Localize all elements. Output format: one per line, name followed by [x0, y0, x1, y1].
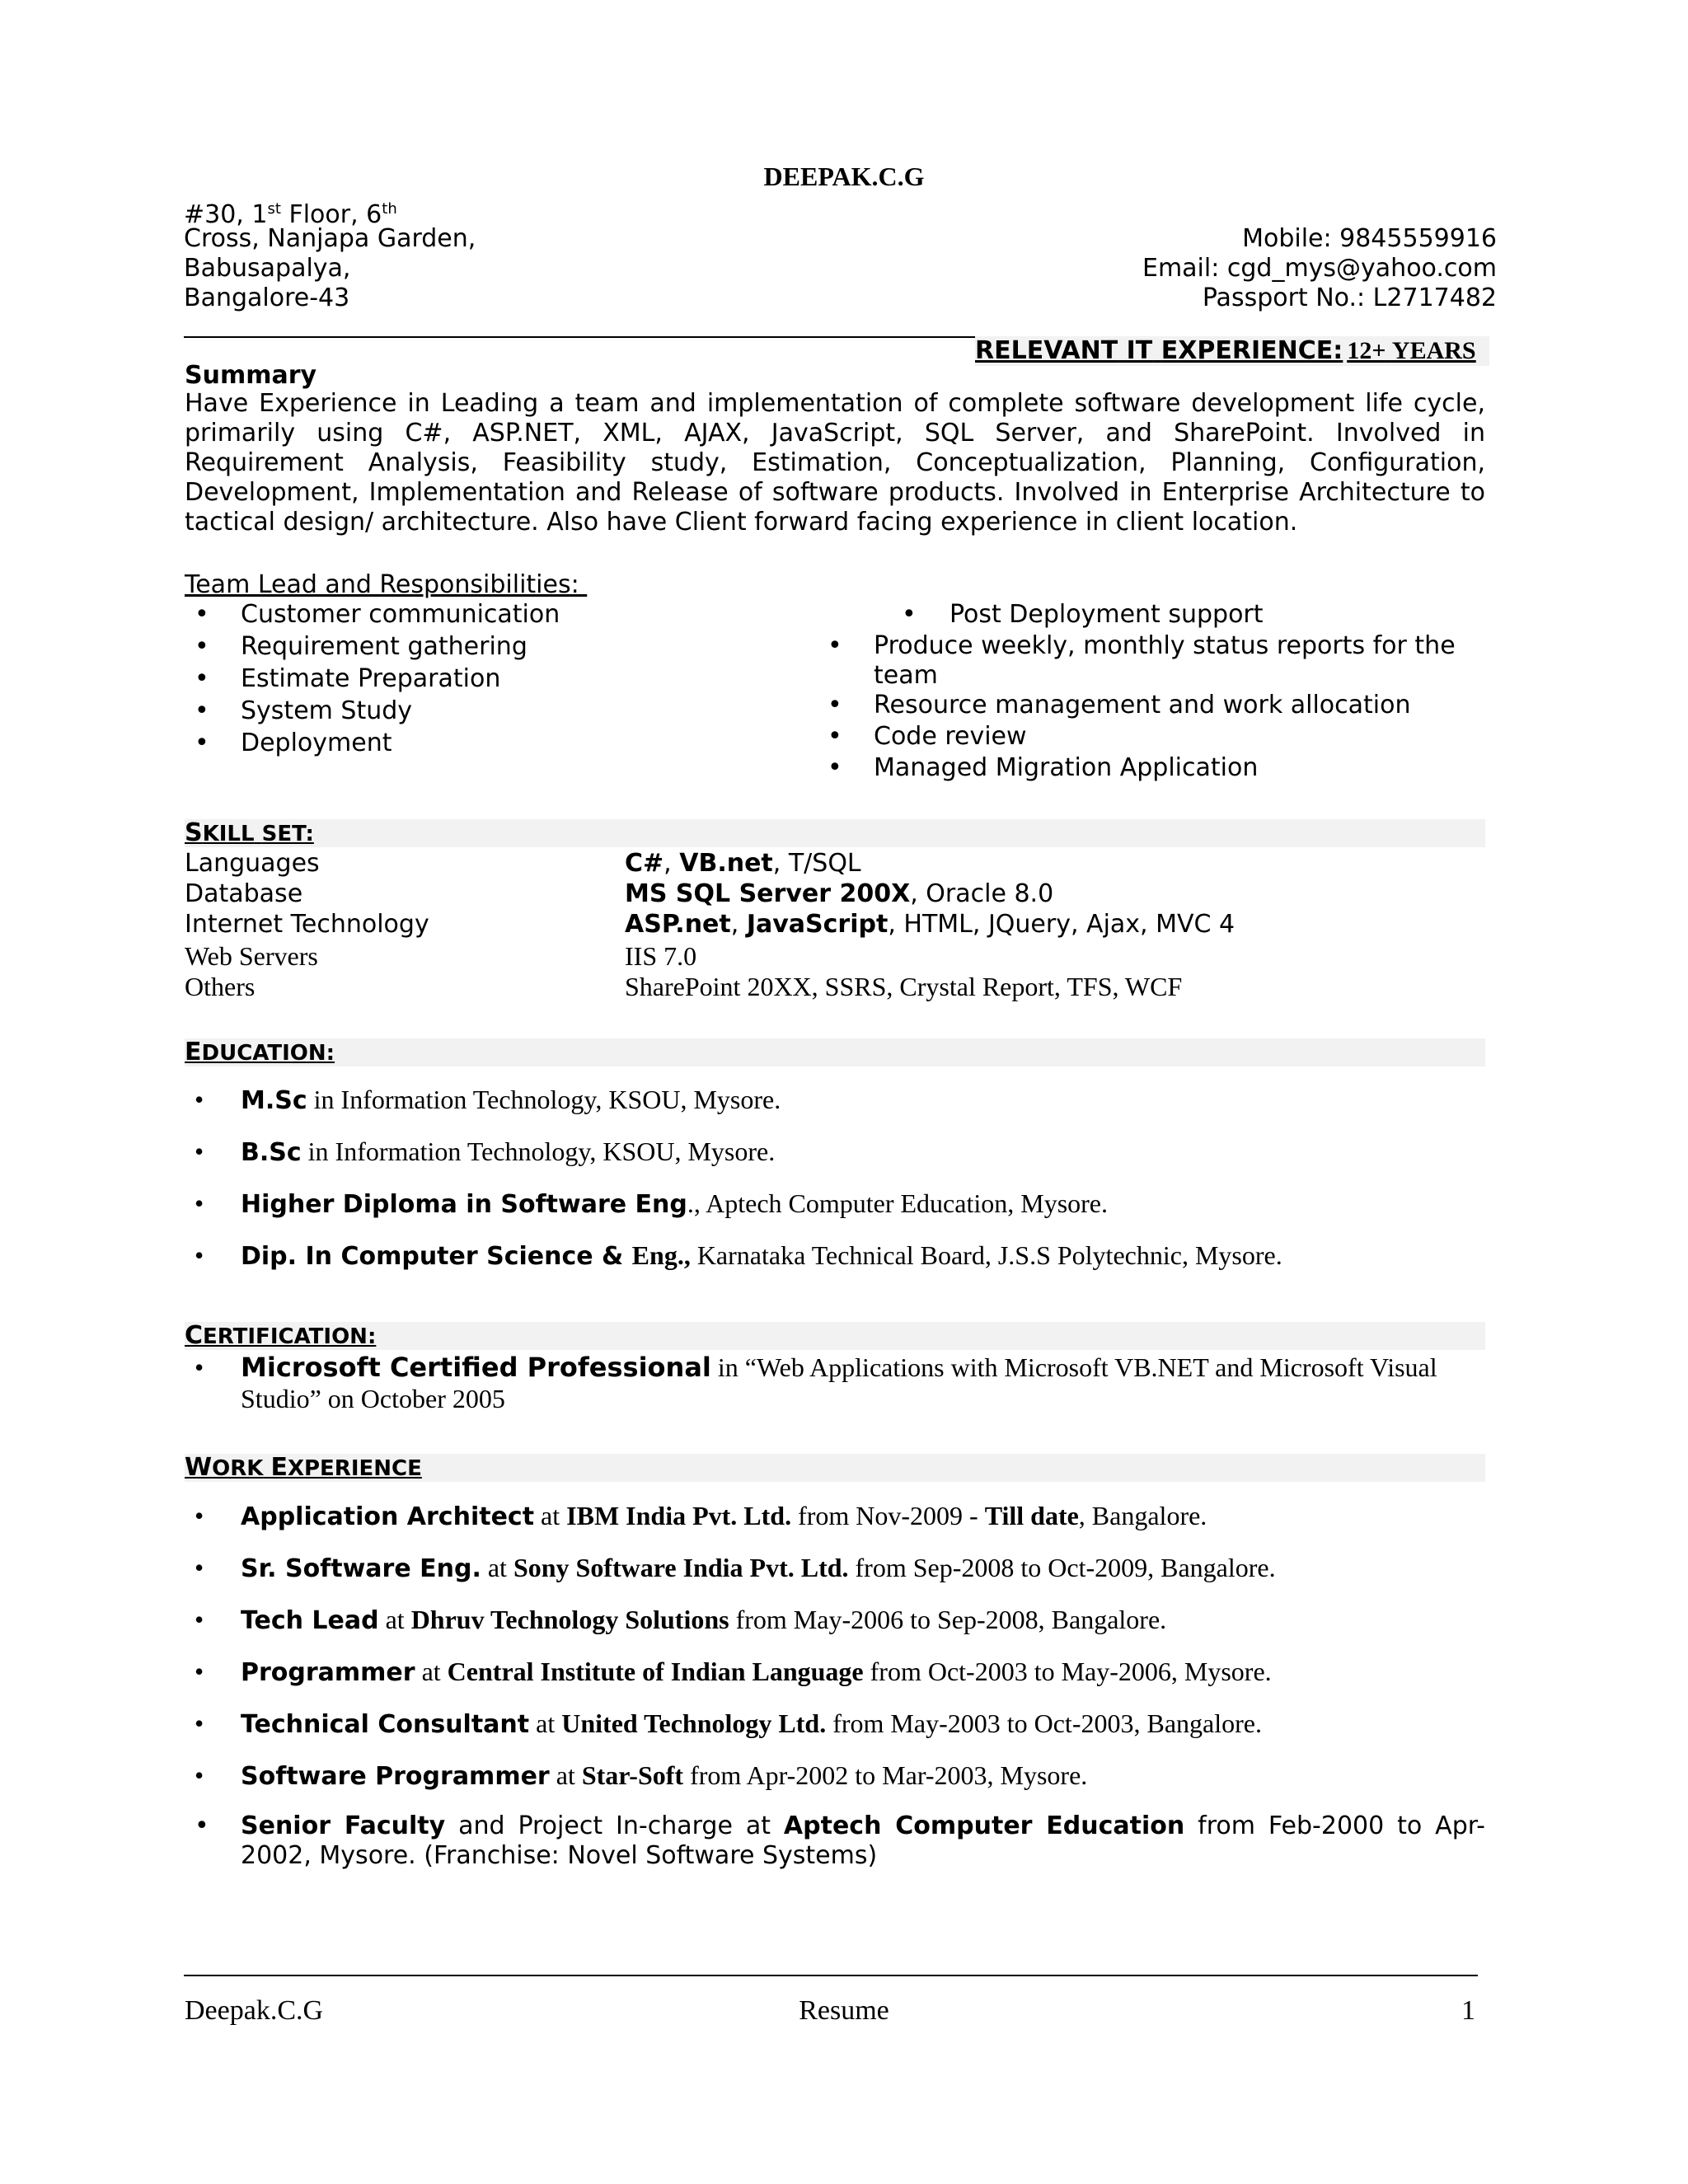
list-item: • System Study: [185, 696, 811, 729]
list-item: • Sr. Software Eng. at Sony Software India Pvt. Ltd. from Sep-2008 to Oct-2009, Bangalore.: [185, 1552, 1485, 1604]
list-item: • Software Programmer at Star-Soft from Apr-2002 to Mar-2003, Mysore.: [185, 1760, 1485, 1811]
skill-value: IIS 7.0: [625, 941, 697, 971]
address-block: [184, 194, 678, 313]
team-lead-heading: Team Lead and Responsibilities:: [185, 570, 588, 599]
list-item: • Code review: [818, 722, 1493, 753]
table-row: [185, 940, 1485, 971]
summary-heading: Summary: [185, 361, 317, 390]
list-item: • Higher Diploma in Software Eng., Aptech Computer Education, Mysore.: [185, 1188, 1485, 1240]
table-row: [185, 849, 1485, 879]
skill-key: Database: [185, 879, 303, 908]
list-item: • Produce weekly, monthly status reports for the team: [818, 631, 1493, 691]
candidate-name: DEEPAK.C.G: [763, 162, 925, 191]
table-row: [185, 879, 1485, 910]
passport-number: Passport No.: L2717482: [1202, 284, 1497, 312]
skill-value: MS SQL Server 200X, Oracle 8.0: [625, 879, 1054, 908]
skill-key: Web Servers: [185, 941, 318, 971]
list-item: • B.Sc in Information Technology, KSOU, Mysore.: [185, 1136, 1485, 1188]
relevant-experience-banner: [975, 336, 1489, 366]
list-item: • Requirement gathering: [185, 632, 811, 664]
address-line-3: Babusapalya,: [184, 254, 351, 283]
footer-name: Deepak.C.G: [185, 1995, 324, 2026]
relevant-experience-years: 12+ YEARS: [1347, 337, 1476, 364]
list-item: • Customer communication: [185, 600, 811, 632]
skill-value: SharePoint 20XX, SSRS, Crystal Report, TFS, WCF: [625, 972, 1183, 1001]
education-title: EDUCATION:: [185, 1038, 335, 1066]
skill-set-section-header: [185, 819, 1485, 847]
work-experience-section-header: [185, 1454, 1485, 1482]
list-item: • Deployment: [185, 729, 811, 761]
team-lead-list-right: [818, 600, 1493, 785]
skill-value: ASP.net, JavaScript, HTML, JQuery, Ajax, MVC 4: [625, 910, 1236, 939]
table-row: [185, 971, 1485, 1004]
skill-key: Languages: [185, 849, 320, 878]
skill-value: C#, VB.net, T/SQL: [625, 849, 861, 878]
page-number: 1: [1461, 1995, 1475, 2026]
list-item: • Senior Faculty and Project In-charge at Aptech Computer Education from Feb-2000 to Apr-2002, Mysore. (Franchise: Novel Software Systems): [185, 1811, 1485, 1871]
address-line-4: Bangalore-43: [184, 284, 350, 312]
work-experience-list: [185, 1500, 1485, 1871]
skill-key: Internet Technology: [185, 910, 429, 939]
footer-title: Resume: [799, 1995, 889, 2026]
education-section-header: [185, 1038, 1485, 1066]
skill-table: [185, 849, 1485, 1004]
list-item: • Post Deployment support: [818, 600, 1493, 631]
footer-divider: [184, 1975, 1478, 1976]
certification-list: [185, 1352, 1485, 1414]
team-lead-list-left: [185, 600, 811, 761]
summary-paragraph: Have Experience in Leading a team and implementation of complete software development life cycle, primarily using C#, ASP.NET, XML, AJAX, JavaScript, SQL Server, and SharePoint. Involved in Requirement Analysis, Feasibility study, Estimation, Conceptualization, Planning, Configuration, Development, Implementation and Release of software products. Involved in Enterprise Architecture to tactical design/ architecture. Also have Client forward facing experience in client location.: [185, 389, 1485, 537]
summary-text: [185, 389, 1485, 537]
list-item: • Tech Lead at Dhruv Technology Solutions from May-2006 to Sep-2008, Bangalore.: [185, 1604, 1485, 1656]
list-item: • Application Architect at IBM India Pvt. Ltd. from Nov-2009 - Till date, Bangalore.: [185, 1500, 1485, 1552]
address-line-2: Cross, Nanjapa Garden,: [184, 224, 476, 253]
work-experience-title: WORK EXPERIENCE: [185, 1453, 422, 1482]
education-list: [185, 1084, 1485, 1291]
table-row: [185, 910, 1485, 940]
contact-block: [1142, 224, 1497, 313]
mobile-number: Mobile: 9845559916: [1242, 224, 1497, 253]
list-item: • Technical Consultant at United Technology Ltd. from May-2003 to Oct-2003, Bangalore.: [185, 1708, 1485, 1760]
list-item: • Dip. In Computer Science & Eng., Karnataka Technical Board, J.S.S Polytechnic, Mysore.: [185, 1240, 1485, 1291]
email-address: Email: cgd_mys@yahoo.com: [1142, 254, 1497, 283]
relevant-experience-label: RELEVANT IT EXPERIENCE:: [975, 336, 1343, 365]
certification-section-header: [185, 1322, 1485, 1350]
skill-set-title: SKILL SET:: [185, 818, 314, 847]
certification-title: CERTIFICATION:: [185, 1321, 377, 1350]
list-item: • Programmer at Central Institute of Indian Language from Oct-2003 to May-2006, Mysore.: [185, 1656, 1485, 1708]
skill-key: Others: [185, 972, 256, 1001]
list-item: • Managed Migration Application: [818, 753, 1493, 785]
list-item: • Estimate Preparation: [185, 664, 811, 696]
list-item: • Resource management and work allocation: [818, 691, 1493, 722]
address-line-1: #30, 1st Floor, 6th: [184, 200, 397, 229]
list-item: • M.Sc in Information Technology, KSOU, Mysore.: [185, 1084, 1485, 1136]
list-item: • Microsoft Certified Professional in “Web Applications with Microsoft VB.NET and Microsoft Visual Studio” on October 2005: [185, 1352, 1485, 1414]
